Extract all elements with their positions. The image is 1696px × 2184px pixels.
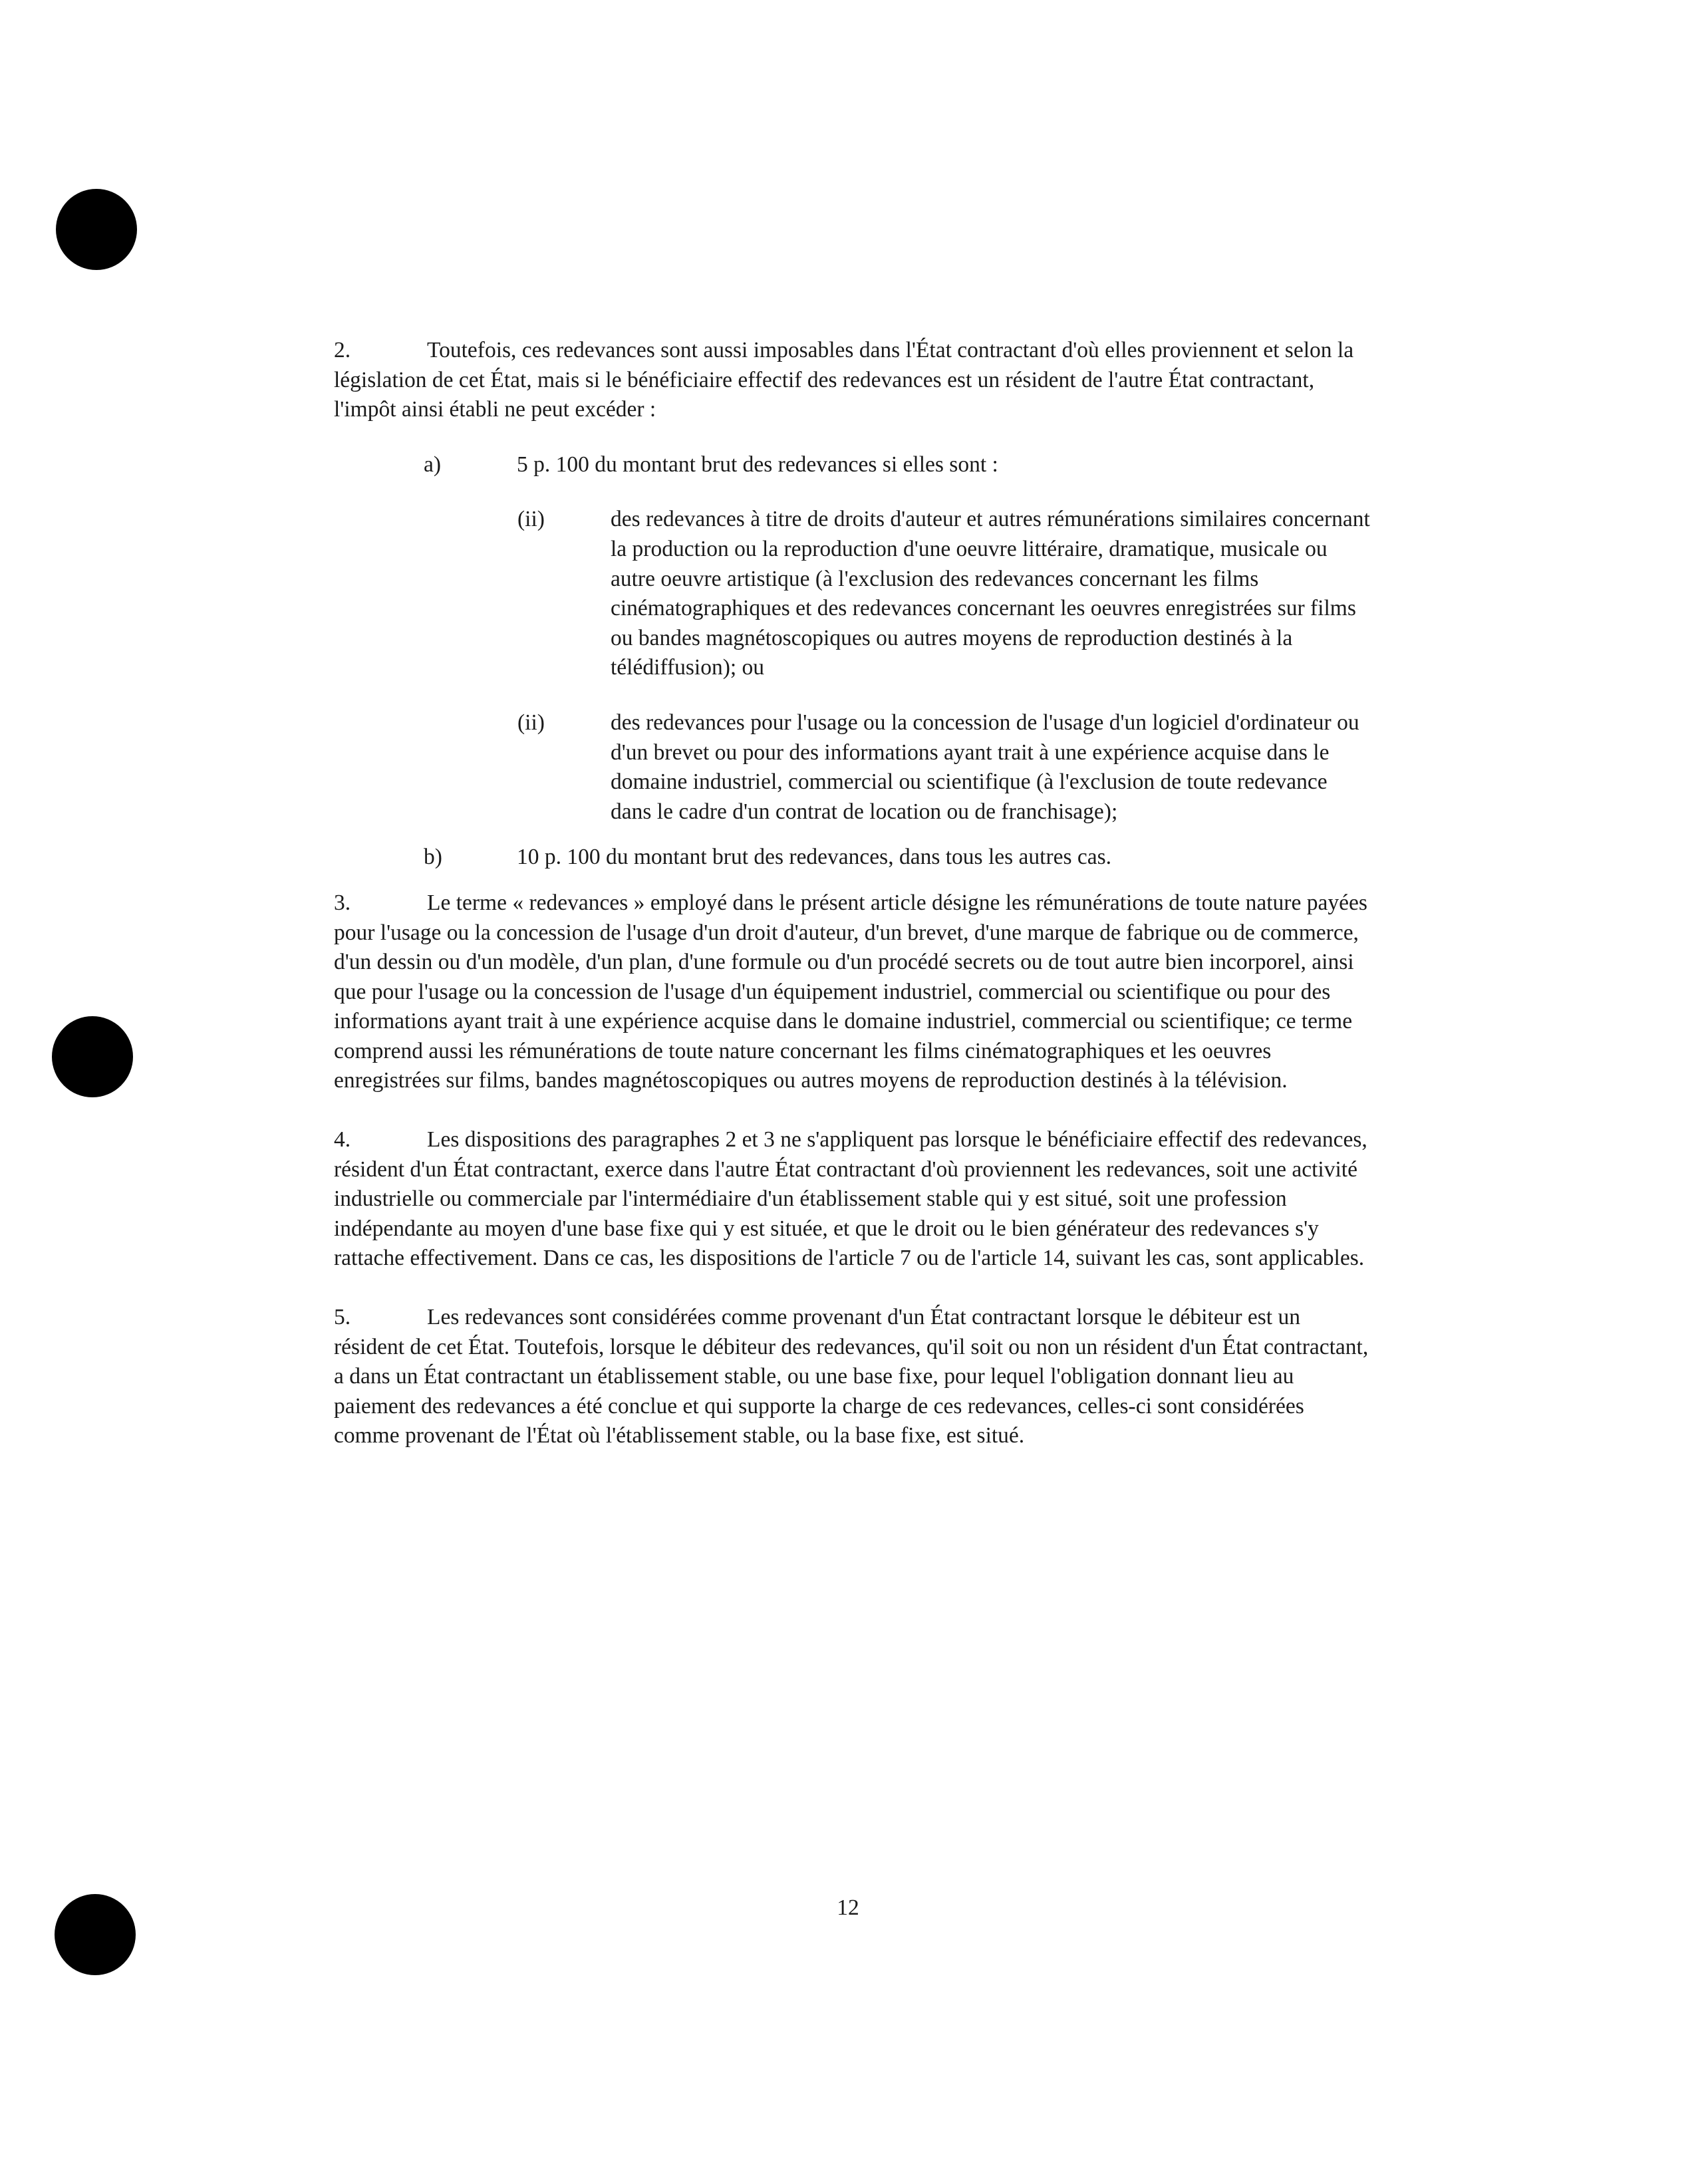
punch-hole-middle	[52, 1016, 133, 1097]
clause-i	[517, 505, 1371, 683]
paragraph-2	[334, 336, 1371, 425]
punch-hole-top	[56, 189, 137, 270]
clause-text: des redevances à titre de droits d'auteur et autres rémunérations similaires concernant la production ou la reproduction d'une oeuvre littéraire, dramatique, musicale ou autre oeuvre artistique (à l'exclusion des redevances concernant les films cinématographiques et des redevances concernant les oeuvres enregistrées sur films ou bandes magnétoscopiques ou autres moyens de reproduction destinés à la télédiffusion); ou	[611, 507, 1370, 680]
paragraph-number: 3.	[334, 890, 351, 915]
clause-label: (ii)	[517, 507, 545, 532]
clause-text: des redevances pour l'usage ou la concession de l'usage d'un logiciel d'ordinateur ou d'un brevet ou pour des informations ayant trait à une expérience acquise dans le domaine industriel, commercial ou scientifique (à l'exclusion de toute redevance dans le cadre d'un contrat de location ou de franchisage);	[611, 710, 1359, 824]
paragraph-4	[334, 1125, 1371, 1274]
paragraph-text: Les redevances sont considérées comme provenant d'un État contractant lorsque le débiteur est un résident de cet État. Toutefois, lorsque le débiteur des redevances, qu'il soit ou non un résident d'un État contractant, a dans un État contractant un établissement stable, ou une base fixe, pour lequel l'obligation donnant lieu au paiement des redevances a été conclue et qui supporte la charge de ces redevances, celles-ci sont considérées comme provenant de l'État où l'établissement stable, ou la base fixe, est situé.	[334, 1305, 1369, 1448]
clause-label: (ii)	[517, 710, 545, 735]
subparagraph-b	[424, 843, 1371, 873]
paragraph-text: Les dispositions des paragraphes 2 et 3 ne s'appliquent pas lorsque le bénéficiaire effectif des redevances, résident d'un État contractant, exerce dans l'autre État contractant d'où proviennent les redevances, soit une activité industrielle ou commerciale par l'intermédiaire d'un établissement stable qui y est situé, soit une profession indépendante au moyen d'une base fixe qui y est située, et que le droit ou le bien générateur des redevances s'y rattache effectivement. Dans ce cas, les dispositions de l'article 7 ou de l'article 14, suivant les cas, sont applicables.	[334, 1127, 1367, 1271]
document-body	[334, 336, 1371, 1480]
subparagraph-text: 5 p. 100 du montant brut des redevances si elles sont :	[517, 452, 998, 477]
subparagraph-label: a)	[424, 452, 442, 477]
paragraph-number: 2.	[334, 338, 351, 362]
subparagraph-text: 10 p. 100 du montant brut des redevances, dans tous les autres cas.	[517, 845, 1112, 870]
subparagraph-label: b)	[424, 845, 442, 870]
page-number: 12	[837, 1895, 859, 1920]
paragraph-text: Le terme « redevances » employé dans le présent article désigne les rémunérations de toute nature payées pour l'usage ou la concession de l'usage d'un droit d'auteur, d'un brevet, d'une marque de fabrique ou de commerce, d'un dessin ou d'un modèle, d'un plan, d'une formule ou d'un procédé secrets ou de tout autre bien incorporel, ainsi que pour l'usage ou la concession de l'usage d'un équipement industriel, commercial ou scientifique ou pour des informations ayant trait à une expérience acquise dans le domaine industriel, commercial ou scientifique; ce terme comprend aussi les rémunérations de toute nature concernant les films cinématographiques et les oeuvres enregistrées sur films, bandes magnétoscopiques ou autres moyens de reproduction destinés à la télévision.	[334, 890, 1367, 1093]
clause-ii	[517, 708, 1371, 827]
paragraph-3	[334, 888, 1371, 1096]
paragraph-number: 5.	[334, 1305, 351, 1330]
paragraph-text: Toutefois, ces redevances sont aussi imposables dans l'État contractant d'où elles proviennent et selon la législation de cet État, mais si le bénéficiaire effectif des redevances est un résident de l'autre État contractant, l'impôt ainsi établi ne peut excéder :	[334, 338, 1354, 422]
paragraph-number: 4.	[334, 1127, 351, 1153]
paragraph-5	[334, 1303, 1371, 1451]
subparagraph-a	[424, 450, 1371, 480]
